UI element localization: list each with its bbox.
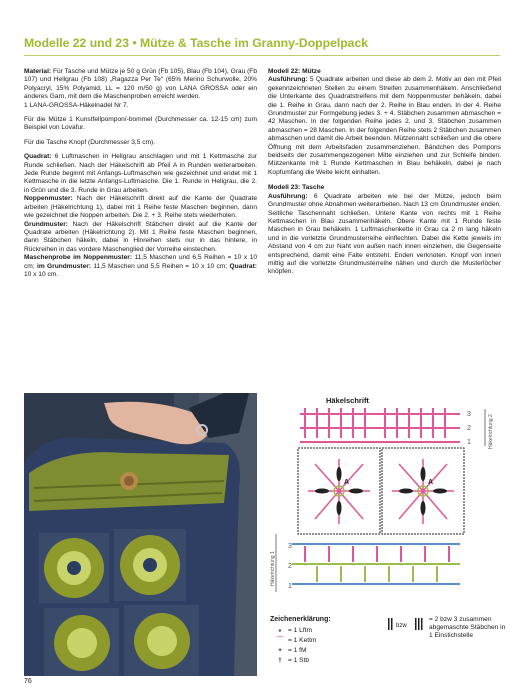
cluster-stitch-icon — [383, 616, 427, 632]
bag-extra-paragraph: Für die Tasche Knopf (Durchmesser 3,5 cm). — [24, 138, 156, 146]
direction-2-label: Häkelrichtung 2 — [488, 414, 494, 449]
bag-illustration — [24, 393, 257, 676]
instructions-left-column — [24, 68, 257, 285]
legend-item-slip-stitch: ⌒ = 1 Kettm — [276, 637, 317, 644]
grund-paragraph: Grundmuster: Nach der Häkelschrift Stäbchen direkt auf die Kante der Quadrate arbeiten (Häkelrichtung 2). Mit 1 Reihe feste Maschen beginnen, dann Stäbchen häkeln, dabei in Hinreihen stets nur in das hintere, in Rückreihen in das vordere Maschenglied der Vorreihe einstechen. — [24, 220, 257, 253]
legend-item-double-crochet: † = 1 Stb — [278, 657, 310, 664]
legend-item-single-crochet: + = 1 fM — [278, 647, 307, 654]
material-paragraph: Material: Für Tasche und Mütze je 50 g Grün (Fb 105), Blau (Fb 104), Grau (Fb 107) und Hellgrau (Fb 108) „Ragazza Per Te“ (65% Merino Schurwolle, 20% Polyacryl, 15% Polyamid, LL = 120 m/50 g) von LANA GROSSA oder ein anderes Garn, mit dem die Maschenproben erreicht werden. 1 LANA-GROSSA-Häkelnadel Nr 7. — [24, 68, 257, 109]
row-label-top-1: 1 — [467, 439, 471, 446]
direction-1-label: Häkelrichtung 1 — [270, 551, 276, 586]
arrow-a-label-right: A — [428, 479, 434, 486]
granny-square-2 — [114, 529, 186, 601]
page-title: Modelle 22 und 23 • Mütze & Tasche im Granny-Doppelpack — [24, 36, 369, 50]
legend-item-chain: ∘ = 1 Lftm — [277, 627, 313, 634]
top-pattern-rows — [300, 408, 460, 442]
row-label-top-2: 2 — [467, 425, 471, 432]
row-label-bottom-1: 1 — [288, 583, 292, 590]
noppen-paragraph: Noppenmuster: Nach der Häkelschrift direkt auf die Kante der Quadrate arbeiten (Häkelrichtung 1), dabei mit 1 Reihe feste Maschen beginnen, dann wie gezeichnet die Noppen arbeiten. Die 2. + 3. Reihe stets wiederholen. — [24, 195, 257, 220]
maschenprobe-paragraph: Maschenprobe im Noppenmuster: 11,5 Maschen und 6,5 Reihen = 10 x 10 cm; im Grundmuster: 11,5 Maschen und 5,5 Reihen = 10 x 10 cm; Quadrat: 10 x 10 cm. — [24, 254, 257, 278]
arrow-a-label-left: A — [344, 479, 350, 486]
granny-square-1 — [39, 533, 109, 603]
crochet-chart — [270, 404, 502, 604]
bottom-pattern-rows — [292, 544, 460, 584]
hat-extra-paragraph: Für die Mütze 1 Kunstfellpompon/-bommel (Durchmesser ca. 12-15 cm) zum Beispiel von Lovafur. — [24, 116, 257, 132]
quadrat-paragraph: Quadrat: 6 Luftmaschen in Hellgrau anschlagen und mit 1 Kettmasche zur Runde schließen. Nach der Häkelschrift ab Pfeil A in Runden weiterarbeiten. Jede Runde beginnt mit Anfangs-Luftmaschen wie gezeichnet und endet mit 1 Kettmasche in die letzte Anfangs-Luftmasche. Die 1. Runde in Hellgrau, die 2. in Grün und die 3. Runde in Grau arbeiten. — [24, 153, 257, 194]
row-label-bottom-2: 2 — [288, 563, 292, 570]
row-label-top-3: 3 — [467, 411, 471, 418]
row-label-bottom-3: 3 — [288, 543, 292, 550]
granny-square-4 — [124, 605, 199, 676]
model22-heading: Modell 22: Mütze — [268, 68, 321, 75]
model22-paragraph: Ausführung: 5 Quadrate arbeiten und diese ab dem 2. Motiv an den mit Pfeil gekennzeichneten Stellen zu einem Streifen zusammenhäkeln. Anschließend die Unterkante des Quadratstreifens mit dem Noppenmuster behäkeln, dabei die 1. Reihe in Grau, dann nach der 2. Reihe in Blau enden. In der 4. Reihe Grundmuster zur Formgebung jedes 3. + 4. Stäbchen zusammen abmaschen = 42 Maschen. In der folgenden Reihe jedes 2. und 3. Stäbchen zusammen abmaschen = 28 Maschen. In der folgenden Reihe stets 2 Stäbchen zusammen abmaschen und damit die Arbeit beenden. Mützennaht schließen und die obere Öffnung mit dem Arbeitsfaden zusammenziehen. Bändchen des Pompons beidseits der zusammengezogenen Mitte einziehen und zur Schleife binden. Mützenkante mit 1 Runde Kettmaschen in Blau behäkeln, dabei je nach Kopfumfang die Weite leicht einhalten. — [268, 76, 501, 176]
legend-title: Zeichenerklärung: — [270, 616, 331, 623]
granny-square-3 — [44, 608, 119, 676]
instructions-right-column — [268, 68, 501, 283]
title-divider — [24, 55, 500, 56]
model23-paragraph: Ausführung: 6 Quadrate arbeiten wie bei der Mütze, jedoch beim Grundmuster ohne Abnahmen weiterarbeiten. Nach 13 cm Grundmuster enden. Seitliche Taschennaht schließen. Untere Kante von rechts mit 1 Reihe Kettmaschen in Blau zusammenhäkeln. Obere Kante mit 1 Runde feste Maschen in Grau behäkeln. 1 Luftmaschenkette in Grau ca 2 m lang häkeln und in die vorletzte Grundmusterreihe einflechten. Dabei die Kette jeweils im Abstand von 4 cm zur Naht von außen nach innen einziehen, die Gegenseite entsprechend, damit eine Falte entsteht. Enden verknoten. Knopf von innen mittig auf die vorletzte Grundmusterreihe nähen und durch die Musterlöcher knöpfen. — [268, 192, 501, 276]
page-number: 76 — [24, 678, 32, 685]
granny-motif-right — [382, 448, 464, 534]
svg-text:bzw: bzw — [396, 623, 407, 629]
granny-motif-left — [298, 448, 380, 534]
chart-title: Häkelschrift — [326, 396, 369, 405]
bag-photo — [24, 393, 257, 676]
top-row-stitches — [304, 408, 446, 438]
model23-heading: Modell 23: Tasche — [268, 184, 325, 192]
